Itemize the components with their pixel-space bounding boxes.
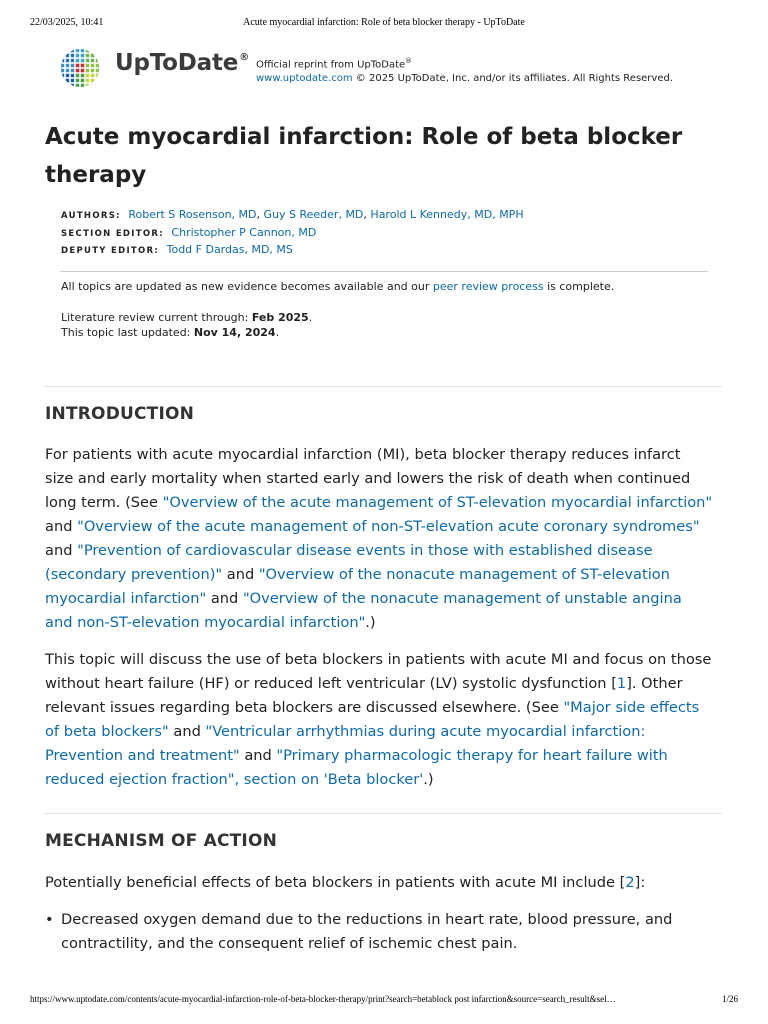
text-span: and — [222, 566, 259, 583]
topic-link[interactable]: "Overview of the nonacute management of ST-elevation myocardial infarction" — [45, 566, 670, 607]
reference-link[interactable]: 1 — [616, 675, 627, 692]
brand-header — [60, 46, 740, 94]
topic-link[interactable]: "Prevention of cardiovascular disease events in those with established disease (secondary prevention)" — [45, 542, 653, 583]
section-divider — [45, 813, 722, 814]
topic-link[interactable]: "Overview of the nonacute management of unstable angina and non-ST-elevation myocardial infarction" — [45, 590, 682, 631]
list-item-text: Decreased oxygen demand due to the reductions in heart rate, blood pressure, and contractility, and the consequent relief of ischemic chest pain. — [61, 911, 673, 952]
topic-link[interactable]: "Overview of the acute management of ST-elevation myocardial infarction" — [162, 494, 713, 511]
last-updated-row: This topic last updated: Nov 14, 2024. — [61, 326, 280, 339]
authors-label: AUTHORS: — [61, 211, 121, 221]
moa-paragraph-1 — [45, 871, 713, 895]
deputy-editor-label: DEPUTY EDITOR: — [61, 246, 160, 256]
intro-paragraph-1 — [45, 443, 713, 635]
author-link[interactable]: Harold L Kennedy, MD, MPH — [370, 208, 524, 221]
article-title: Acute myocardial infarction: Role of beta blocker therapy — [45, 124, 683, 188]
text-span: .) — [423, 771, 434, 788]
reprint-notice — [256, 54, 673, 86]
topic-link[interactable]: "Ventricular arrhythmias during acute myocardial infarction: Prevention and treatment" — [45, 723, 646, 764]
brand-name-text: UpToDate — [115, 50, 239, 76]
print-doc-title: Acute myocardial infarction: Role of beta blocker therapy - UpToDate — [243, 17, 525, 28]
intro-paragraph-2 — [45, 648, 713, 792]
section-heading-introduction: INTRODUCTION — [45, 404, 195, 424]
text-span: For patients with acute myocardial infarction (MI), beta blocker therapy reduces infarct size and early mortality when started early and lowers the risk of death when continued long term. (See — [45, 446, 691, 511]
last-updated-label: This topic last updated: — [61, 326, 194, 339]
topic-link[interactable]: "Primary pharmacologic therapy for heart failure with reduced ejection fraction", section on 'Beta blocker' — [45, 747, 668, 788]
article-credits — [61, 207, 701, 260]
deputy-editor-link[interactable]: Todd F Dardas, MD, MS — [166, 243, 293, 256]
print-header — [0, 17, 768, 31]
copyright-text: © 2025 UpToDate, Inc. and/or its affiliates. All Rights Reserved. — [352, 73, 674, 85]
section-editor-row — [61, 225, 701, 243]
section-editor-link[interactable]: Christopher P Cannon, MD — [171, 225, 317, 239]
print-date: 22/03/2025, 10:41 — [30, 17, 104, 28]
section-heading-mechanism-of-action: MECHANISM OF ACTION — [45, 831, 278, 851]
print-footer — [0, 994, 768, 1008]
section-editor-label: SECTION EDITOR: — [61, 228, 164, 239]
text-span: Potentially beneficial effects of beta blockers in patients with acute MI include [ — [45, 874, 626, 891]
text-span: ]: — [634, 874, 646, 891]
lit-review-value: Feb 2025 — [251, 311, 309, 324]
text-span: This topic will discuss the use of beta blockers in patients with acute MI and focus on those without heart failure (HF) or reduced left ventricular (LV) systolic dysfunction [ — [45, 651, 712, 692]
update-note — [61, 279, 701, 294]
uptodate-logo-icon — [60, 48, 100, 88]
deputy-editor-row — [61, 242, 701, 260]
section-divider — [45, 386, 722, 387]
authors-row: AUTHORS: Robert S Rosenson, MD, Guy S Reeder, MD, Harold L Kennedy, MD, MPH — [61, 208, 524, 221]
text-span: and — [239, 747, 277, 764]
lit-review-label: Literature review current through: — [61, 311, 252, 324]
update-note-text-end: is complete. — [543, 280, 615, 293]
author-link[interactable]: Guy S Reeder, MD — [263, 208, 364, 221]
update-note-text: All topics are updated as new evidence becomes available and our — [61, 280, 433, 293]
text-span: ]. Other relevant issues regarding beta blockers are discussed elsewhere. (See — [45, 675, 683, 716]
print-url: https://www.uptodate.com/contents/acute-myocardial-infarction-role-of-beta-blocker-therapy/print?search=betablock post infarction&source=search_result&sel… — [30, 994, 616, 1004]
divider — [60, 271, 708, 272]
uptodate-site-link[interactable]: www.uptodate.com — [256, 73, 353, 85]
topic-link[interactable]: "Major side effects of beta blockers" — [45, 699, 700, 740]
brand-registered-mark: ® — [239, 52, 249, 63]
text-span: and — [45, 518, 78, 535]
review-dates — [61, 310, 701, 340]
print-page-number: 1/26 — [721, 994, 738, 1004]
list-item — [45, 908, 713, 956]
bullet-icon: • — [45, 911, 54, 928]
text-span: and — [206, 590, 243, 607]
author-link[interactable]: Robert S Rosenson, MD — [128, 208, 257, 221]
reference-link[interactable]: 2 — [625, 874, 635, 891]
reprint-registered-mark: ® — [405, 57, 413, 65]
brand-name — [115, 50, 249, 76]
lit-review-row: Literature review current through: Feb 2025. — [61, 311, 313, 324]
peer-review-link[interactable]: peer review process — [432, 280, 544, 293]
text-span: and — [168, 723, 206, 740]
last-updated-value: Nov 14, 2024 — [193, 326, 276, 339]
topic-link[interactable]: "Overview of the acute management of non-ST-elevation acute coronary syndromes" — [77, 518, 700, 535]
reprint-line: Official reprint from UpToDate — [256, 59, 406, 71]
text-span: .) — [365, 614, 376, 631]
text-span: and — [45, 542, 78, 559]
